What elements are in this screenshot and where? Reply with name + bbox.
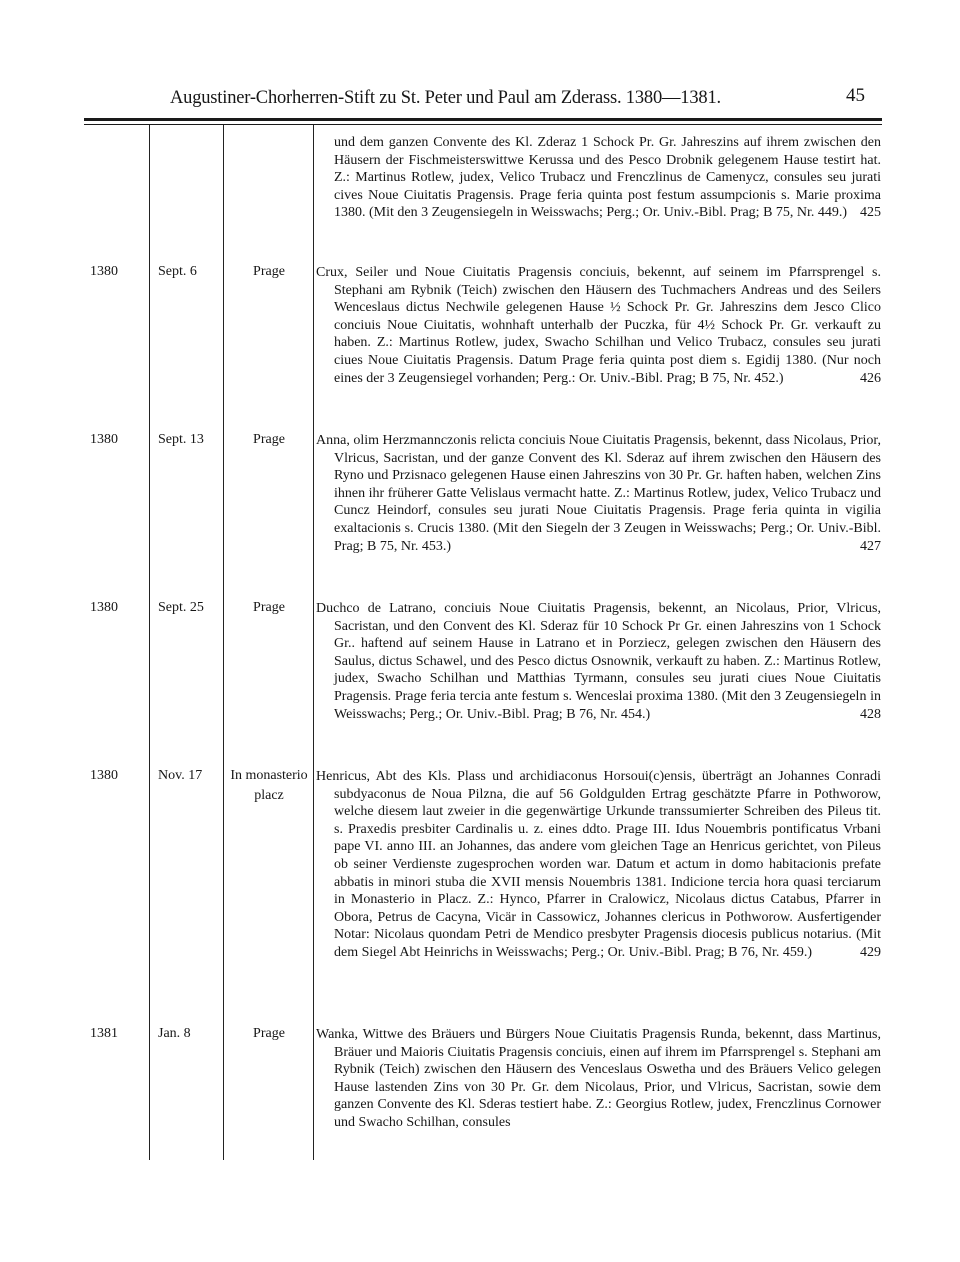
entry-text: Crux, Seiler und Noue Ciuitatis Pragensis conciuis, bekennt, auf seinem im Pfarrsprengel s. Stephani am Rybnik (Teich) zwischen den Häusern des Tuchmachers Andreas und des Seilers Wenceslaus dictus Nechwile gelegenen Hause ½ Schock Pr. Gr. Jahreszins dem Jesco Clico conciuis Noue Ciuitatis, wohnhaft unterhalb der Puczka, für 4½ Schock Pr. Gr. verkauft zu haben. Z.: Martinus Rotlew, judex, Swacho Schilhan und Velico Trubacz, consules seu jurati ciues Noue Ciuitatis Pragensis. Datum Prage feria quinta post diem s. Egidij 1380. (Nur noch eines der 3 Zeugensiegel vorhanden; Perg.: Or. Univ.-Bibl. Prag; B 75, Nr. 452.) [316,265,881,386]
continued-entry-text: und dem ganzen Convente des Kl. Zderaz 1 Schock Pr. Gr. Jahreszins auf ihrem zwischen den Häusern der Fischmeisterswittwe Kerussa und des Pesco Drobnik gelegenem Hause testirt hat. Z.: Martinus Rotlew, judex, Velico Trubacz und Frenczlinus de Camenycz, consules seu jurati cives Noue Ciuitatis Pragensis. Prage feria quinta post festum assumpcionis s. Marie proxima 1380. (Mit den 3 Zeugensiegeln in Weisswachs; Perg.; Or. Univ.-Bibl. Prag; B 75, Nr. 449.) [334,135,881,221]
entry-number: 426 [860,370,881,386]
entry-year: 1380 [90,432,118,447]
column-divider-place [313,125,314,1160]
entry-text: Henricus, Abt des Kls. Plass und archidiaconus Horsoui(c)ensis, überträgt an Johannes Conradi subdyaconus de Noua Pilzna, die auf 56 Goldgulden Ertrag geschätzte Pfarre in Pothworow, welche diesem laut zweier in die gegenwärtige Urkunde transsumierter Schreiben des Pileus tit. s. Praxedis presbiter Cardinalis u. z. eines ddto. Prage III. Idus Nouembris pontificatus Vrbani pape VI. anno III. an Johannes, das andere vom gleichen Tage an Henricus gerichtet, von Pileus ob seiner Verdienste zugesprochen worden war. Datum et actum in domo habitacionis prefate abbatis in minori stuba die XVII mensis Nouembris 1381. Indicione tercia hora quasi terciarum in Monasterio in Placz. Z.: Hynco, Pfarrer in Cralowicz, Nicolaus dictus Catabus, Pfarrer in Obora, Petrus de Cacyna, Vicär in Cassowicz, Johannes clericus in Pothworow. Ausfertigender Notar: Nicolaus quondam Petri de Mendico presbyter Pragensis diocesis publicus notarius. (Mit dem Siegel Abt Heinrichs in Weisswachs; Perg.; Or. Univ.-Bibl. Prag; B 76, Nr. 459.) [316,769,881,960]
entry-year: 1380 [90,264,118,279]
entry-date: Sept. 6 [158,264,197,279]
entry-number: 428 [860,706,881,722]
column-divider-date [223,125,224,1160]
entry-year: 1380 [90,768,118,783]
entry-year: 1380 [90,600,118,615]
entry-text-block [316,768,881,962]
entry-place: Prage [253,432,285,447]
entry-text: Wanka, Wittwe des Bräuers und Bürgers Noue Ciuitatis Pragensis Runda, bekennt, dass Martinus, Bräuer und Maioris Ciuitatis Pragensis conciuis, einen auf ihrem im Pfarrsprengel s. Stephani am Rybnik (Teich) zwischen den Häusern des Venceslaus Oswetha und des Bräuers Velico gelegen Hause lastenden Zins von 30 Pr. Gr. dem Nicolaus, Prior, und Vlricus, Sacristan, sowie dem ganzen Convente des Kl. Sderas testiert habe. Z.: Georgius Rotlew, judex, Frenczlinus Cornower und Swacho Schilhan, consules [316,1027,881,1130]
header-rule-thick [84,118,882,121]
entry-place: In monasterio placz [230,768,308,803]
entry-place: Prage [253,1026,285,1041]
entry-date: Sept. 25 [158,600,204,615]
header-rule-thin [84,124,882,125]
entry-text-block [316,600,881,723]
entry-text-block [316,1026,881,1132]
entry-year: 1381 [90,1026,118,1041]
column-divider-year [149,125,150,1160]
entry-text-block [316,264,881,387]
entry-place: Prage [253,264,285,279]
entry-date: Nov. 17 [158,768,203,783]
entry-date: Jan. 8 [158,1026,191,1041]
entry-number: 425 [860,205,881,221]
continued-entry [334,134,881,222]
entry-date: Sept. 13 [158,432,204,447]
entry-text: Anna, olim Herzmannczonis relicta conciuis Noue Ciuitatis Pragensis, bekennt, dass Nicolaus, Prior, Vlricus, Sacristan, und der ganze Convent des Kl. Sderaz auf ihrem zwischen den Häusern des Ryno und Przisnaco gelegenen Hause einen Jahreszins von 30 Pr. Gr. haften haben, welchen Zins ihnen ihr früherer Gatte Velislaus vermacht hatte. Z.: Martinus Rotlew, judex, Velico Trubacz und Cuncz Heindorf, consules seu jurati Noue Ciuitatis Pragensis. Prage feria quinta in vigilia exaltacionis s. Crucis 1380. (Mit den Siegeln der 3 Zeugen in Weisswachs; Perg.; Or. Univ.-Bibl. Prag; B 75, Nr. 453.) [316,433,881,554]
running-header-title: Augustiner-Chorherren-Stift zu St. Peter und Paul am Zderass. 1380—1381. [170,88,721,108]
entry-text: Duchco de Latrano, conciuis Noue Ciuitatis Pragensis, bekennt, an Nicolaus, Prior, Vlricus, Sacristan, und den Convent des Kl. Sderaz für 10 Schock Pr Gr. einen Jahreszins von 1 Schock Gr.. haftend auf seinem Hause in Latrano et in Porziecz, gelegen zwischen den Häusern des Saulus, dictus Schawel, und des Pesco dictus Osnownik, verkauft zu haben. Z.: Martinus Rotlew, judex, Swacho Schilhan und Matthias Tyrmann, consules seu jurati ciues Noue Ciuitatis Pragensis. Prage feria tercia ante festum s. Wenceslai proxima 1380. (Mit den 3 Zeugensiegeln in Weisswachs; Perg.; Or. Univ.-Bibl. Prag; B 76, Nr. 454.) [316,601,881,722]
page-number: 45 [846,85,865,106]
entry-number: 429 [860,944,881,960]
entry-place: Prage [253,600,285,615]
entry-text-block [316,432,881,555]
entry-number: 427 [860,538,881,554]
